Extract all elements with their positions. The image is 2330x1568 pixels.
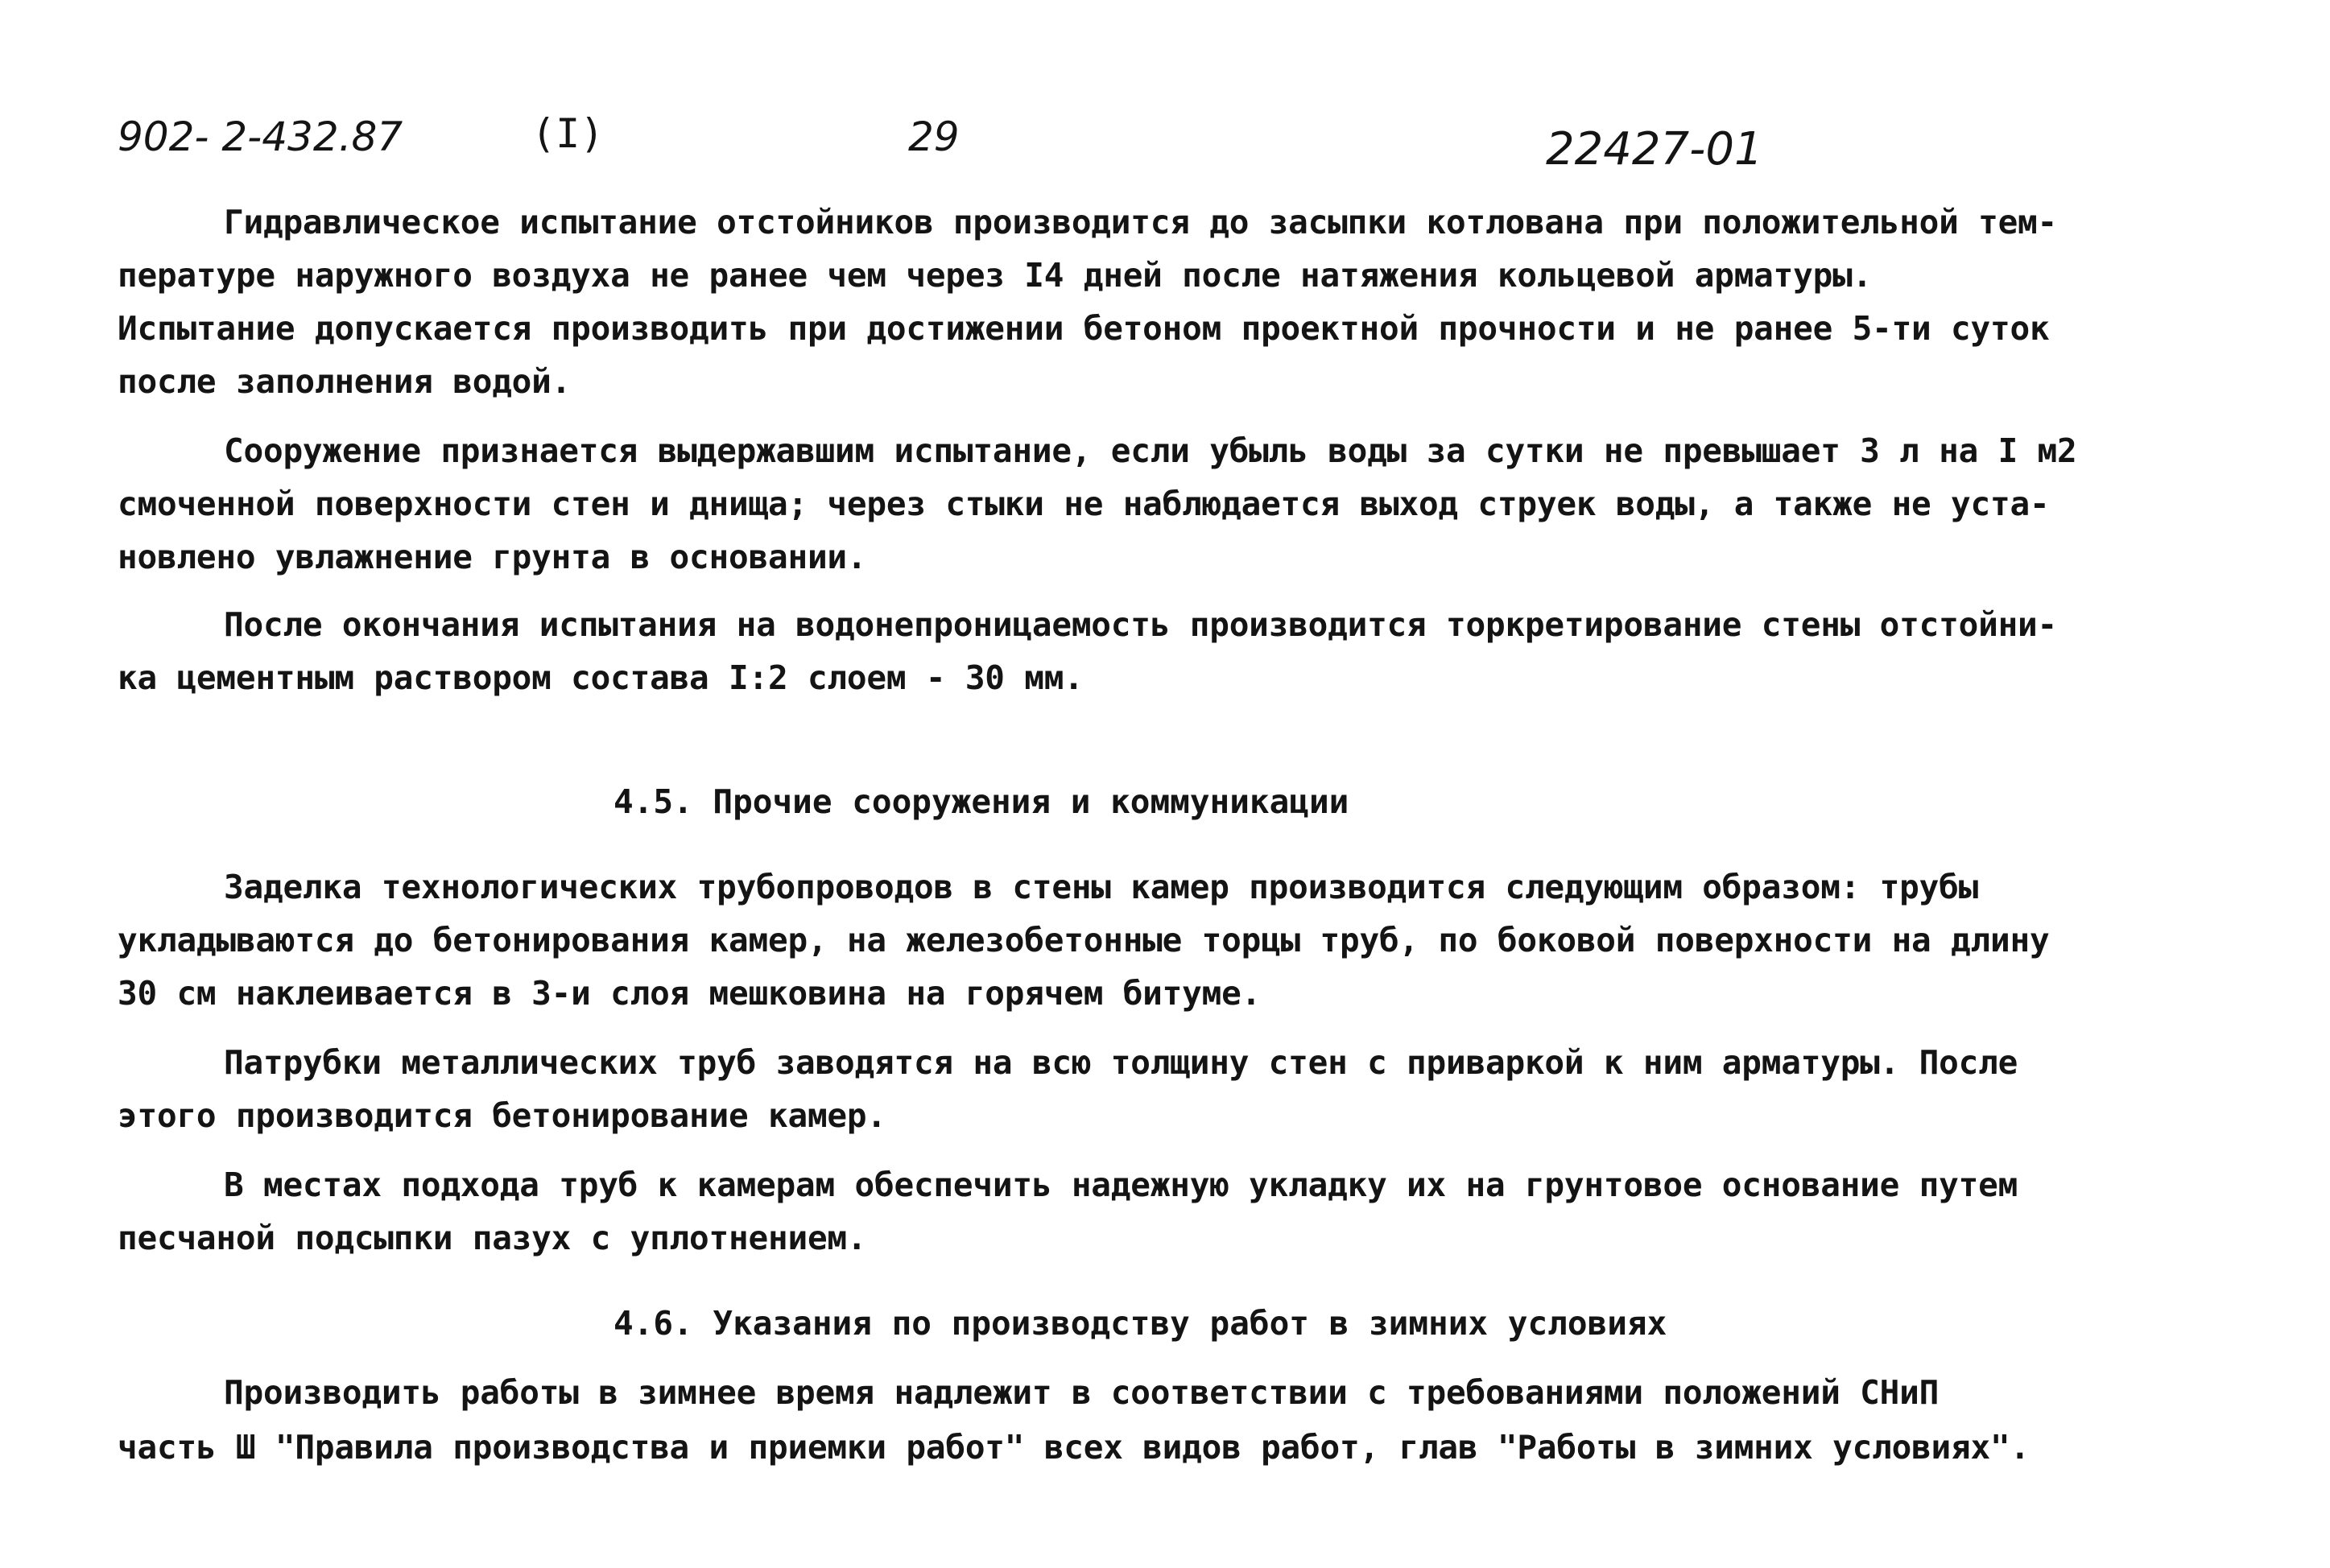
text-line: новлено увлажнение грунта в основании. <box>118 538 867 576</box>
text-line: Заделка технологических трубопроводов в стены камер производится следующим образом: трубы <box>224 868 1979 906</box>
text-line: пературе наружного воздуха не ранее чем через I4 дней после натяжения кольцевой арматуры. <box>118 256 1873 295</box>
section-heading-4-5: 4.5. Прочие сооружения и коммуникации <box>613 782 1349 821</box>
text-line: Производить работы в зимнее время надлежит в соответствии с требованиями положений СНиП <box>224 1373 1940 1412</box>
text-line: Гидравлическое испытание отстойников производится до засыпки котлована при положительной тем- <box>224 203 2058 241</box>
page-number: 29 <box>908 113 960 160</box>
text-line: этого производится бетонирование камер. <box>118 1096 886 1135</box>
text-line: ка цементным раствором состава I:2 слоем - 30 мм. <box>118 658 1084 697</box>
text-line: В местах подхода труб к камерам обеспечить надежную укладку их на грунтовое основание путем <box>224 1166 2018 1204</box>
archive-number: 22427-01 <box>1546 123 1763 175</box>
text-line: после заполнения водой. <box>118 362 572 401</box>
text-line: Сооружение признается выдержавшим испытание, если убыль воды за сутки не превышает 3 л на I м2 <box>224 431 2077 470</box>
text-line: укладываются до бетонирования камер, на железобетонные торцы труб, по боковой поверхности на длину <box>118 921 2050 959</box>
text-line: Патрубки металлических труб заводятся на всю толщину стен с приваркой к ним арматуры. После <box>224 1043 2018 1082</box>
text-line: После окончания испытания на водонепроницаемость производится торкретирование стены отстойни- <box>224 605 2058 644</box>
text-line: Испытание допускается производить при достижении бетоном проектной прочности и не ранее 5-ти суток <box>118 309 2050 348</box>
document-code: 902- 2-432.87 <box>118 113 403 160</box>
text-line: песчаной подсыпки пазух с уплотнением. <box>118 1219 867 1257</box>
text-line: часть Ш "Правила производства и приемки работ" всех видов работ, глав "Работы в зимних условиях". <box>118 1428 2030 1467</box>
text-line: 30 см наклеивается в 3-и слоя мешковина на горячем битуме. <box>118 974 1262 1013</box>
section-heading-4-6: 4.6. Указания по производству работ в зимних условиях <box>613 1304 1667 1343</box>
text-line: смоченной поверхности стен и днища; через стыки не наблюдается выход струек воды, а также не уста- <box>118 485 2050 523</box>
volume-number: (I) <box>531 110 605 157</box>
